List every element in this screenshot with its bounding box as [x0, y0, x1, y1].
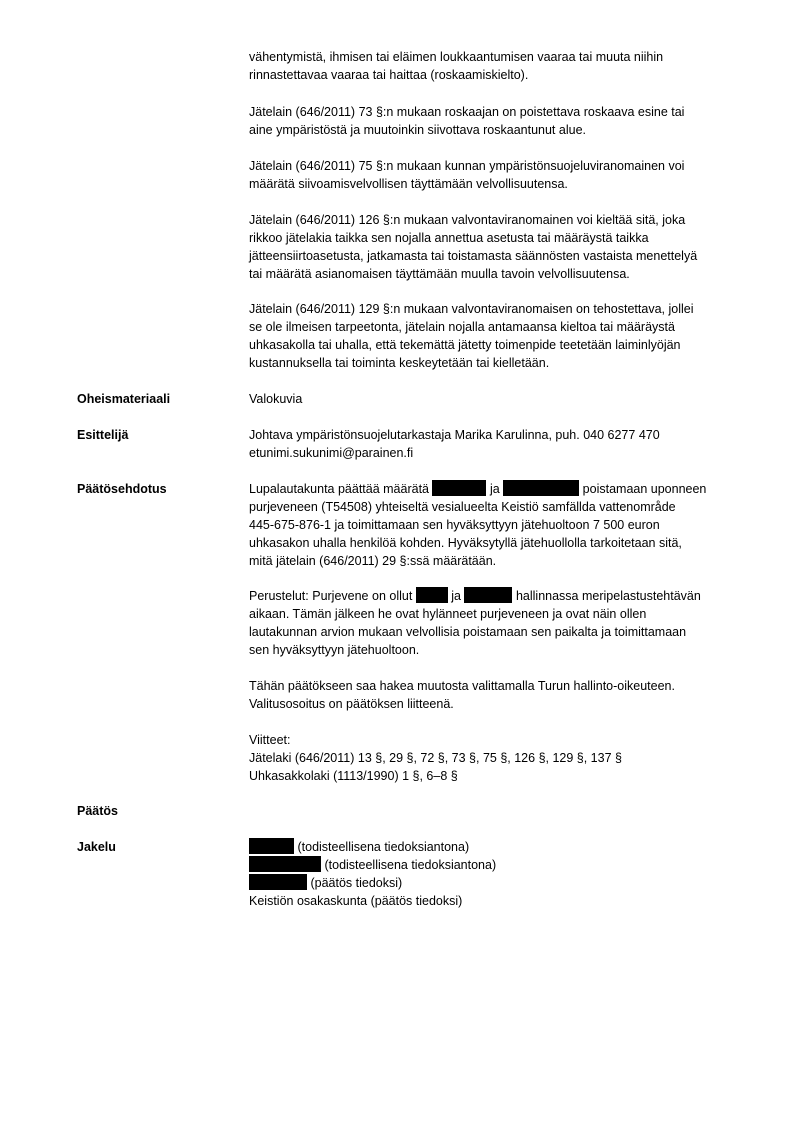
label-esittelija: Esittelijä [77, 428, 129, 442]
paatosehdotus-paragraph-1: Lupalautakunta päättää määrätä ja poistamaan uponneen purjeveneen (T54508) yhteiseltä vesialueelta Keistiö samfällda vattenområde 445-675-876-1 ja toimittamaan sen hyväksyttyyn jätehuoltoon 7 500 euron uhkasakon uhalla henkilöä kohden. Hyväksytyllä jätehuollolla tarkoitetaan sitä, mitä jätelain (646/2011) 29 §:ssä määrätään. [249, 482, 707, 568]
redacted-name [503, 480, 579, 496]
paragraph-75: Jätelain (646/2011) 75 §:n mukaan kunnan ympäristönsuojeluviranomainen voi määrätä siivoamisvelvollisen täyttämään velvollisuutensa. [249, 159, 685, 191]
redacted-name [432, 480, 486, 496]
label-paatosehdotus: Päätösehdotus [77, 482, 167, 496]
label-paatos: Päätös [77, 804, 118, 818]
jakelu-item: Keistiön osakaskunta (päätös tiedoksi) [249, 894, 463, 908]
jakelu-list [249, 838, 749, 910]
paatosehdotus-viitteet: Viitteet: Jätelaki (646/2011) 13 §, 29 §, 72 §, 73 §, 75 §, 126 §, 129 §, 137 § Uhkasakkolaki (1113/1990) 1 §, 6–8 § [249, 733, 622, 783]
jakelu-item: (todisteellisena tiedoksiantona) [249, 838, 749, 856]
redacted-name [249, 856, 321, 872]
paragraph-roskaamiskielto: vähentymistä, ihmisen tai eläimen loukkaantumisen vaaraa tai muuta niihin rinnastettavaa vaaraa tai haittaa (roskaamiskielto). [249, 50, 664, 82]
paatosehdotus-paragraph-valitus: Tähän päätökseen saa hakea muutosta valittamalla Turun hallinto-oikeuteen. Valitusosoitus on päätöksen liitteenä. [249, 679, 675, 711]
jakelu-item: (todisteellisena tiedoksiantona) [249, 856, 749, 874]
redacted-name [416, 587, 448, 603]
jakelu-item: (päätös tiedoksi) [249, 874, 749, 892]
paatosehdotus-paragraph-perustelut: Perustelut: Purjevene on ollut ja hallinnassa meripelastustehtävän aikaan. Tämän jälkeen he ovat hylänneet purjeveneen ja ovat näin ollen lautakunnan arvion mukaan velvollisia poistamaan sen paikalta ja toimittamaan sen hyväksyttyyn jätehuoltoon. [249, 589, 701, 657]
label-jakelu: Jakelu [77, 840, 116, 854]
label-oheismateriaali: Oheismateriaali [77, 392, 171, 406]
paragraph-73: Jätelain (646/2011) 73 §:n mukaan roskaajan on poistettava roskaava esine tai aine ympäristöstä ja muutoinkin siivottava roskaantunut alue. [249, 105, 685, 137]
redacted-name [249, 874, 307, 890]
esittelija-value: Johtava ympäristönsuojelutarkastaja Marika Karulinna, puh. 040 6277 470 etunimi.sukunimi@parainen.fi [249, 428, 660, 460]
paragraph-126: Jätelain (646/2011) 126 §:n mukaan valvontaviranomainen voi kieltää sitä, joka rikkoo jätelakia taikka sen nojalla annettua asetusta tai määräystä taikka jätteensiirtoasetusta, jatkamasta tai toistamasta säännösten vastaista menettelyä tai määrätä asianomaisen täyttämään muulla tavoin velvollisuutensa. [249, 213, 698, 281]
redacted-name [464, 587, 512, 603]
oheismateriaali-value: Valokuvia [249, 392, 303, 406]
paragraph-129: Jätelain (646/2011) 129 §:n mukaan valvontaviranomaisen on tehostettava, jollei se ole ilmeisen tarpeetonta, jätelain nojalla antamaansa kieltoa tai määräystä uhkasakolla tai uhalla, että tekemättä jätetty toimenpide teetetään laiminlyöjän kustannuksella tai toiminta keskeytetään tai kielletään. [249, 302, 694, 370]
redacted-name [249, 838, 294, 854]
